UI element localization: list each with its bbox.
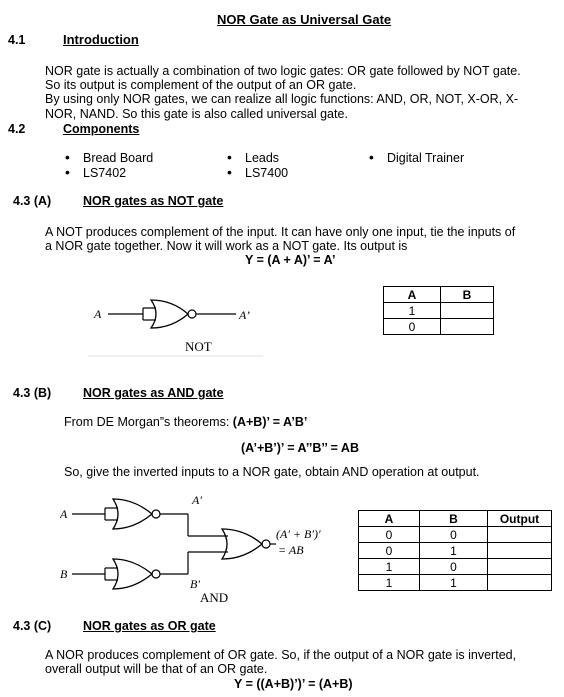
component-item: • LS7402: [83, 166, 126, 180]
demorgan-text: From DE Morgan”s theorems:: [64, 415, 233, 429]
section-number-4-1: 4.1: [8, 33, 26, 47]
intro-line: NOR gate is actually a combination of two logic gates: OR gate followed by NOT gate.: [45, 64, 521, 78]
table-cell: [441, 319, 494, 335]
and-input-a-label: A: [60, 507, 68, 521]
section-heading-not-gate: NOR gates as NOT gate: [83, 194, 224, 208]
not-caption: NOT: [185, 339, 212, 354]
section-heading-introduction: Introduction: [63, 32, 139, 47]
and-derivation-equation: (A’+B’)’ = A’’B’’ = AB: [241, 441, 359, 455]
not-line: A NOT produces complement of the input. It can have only one input, tie the inputs of: [45, 225, 516, 239]
intro-line: NOR, NAND. So this gate is also called universal gate.: [45, 106, 348, 121]
section-number-4-3c: 4.3 (C): [13, 619, 52, 633]
introduction-paragraph: [45, 64, 521, 121]
section-heading-and-gate: NOR gates as AND gate: [83, 386, 224, 400]
not-input-label: A: [94, 307, 102, 321]
section-number-4-2: 4.2: [8, 122, 26, 136]
table-cell: 0: [359, 527, 420, 543]
section-heading-or-gate: NOR gates as OR gate: [83, 619, 216, 633]
table-header: A: [384, 287, 441, 303]
component-item: • Leads: [245, 151, 279, 165]
component-item: • Bread Board: [83, 151, 153, 165]
table-cell: 0: [420, 527, 488, 543]
not-equation: Y = (A + A)’ = A’: [245, 253, 336, 267]
table-header: B: [420, 511, 488, 527]
table-cell: 1: [359, 559, 420, 575]
table-cell: 1: [420, 575, 488, 591]
table-header: Output: [488, 511, 552, 527]
table-cell: [441, 303, 494, 319]
not-gate-diagram: [88, 282, 263, 358]
not-gate-paragraph: [45, 225, 515, 253]
section-number-4-3a: 4.3 (A): [13, 194, 52, 208]
or-equation: Y = ((A+B)’)’ = (A+B): [234, 677, 353, 691]
b-inverted-label: B′: [190, 577, 200, 591]
table-header: B: [441, 287, 494, 303]
table-cell: [488, 527, 552, 543]
and-truth-table: [358, 510, 552, 591]
table-cell: [488, 559, 552, 575]
table-cell: 1: [420, 543, 488, 559]
or-line: overall output will be that of an OR gate.: [45, 662, 268, 677]
not-output-label: A’: [239, 308, 250, 322]
table-cell: [488, 543, 552, 559]
not-truth-table: [383, 286, 494, 335]
demorgan-equation: (A+B)’ = A’B’: [232, 415, 308, 429]
and-caption: AND: [200, 590, 229, 605]
not-line: a NOR gate together. Now it will work as a NOT gate. Its output is: [45, 239, 408, 254]
and-output-expression: (A′ + B′)′: [276, 527, 321, 541]
and-output-result: = AB: [278, 543, 304, 557]
component-item: • Digital Trainer: [387, 151, 464, 165]
component-item: • LS7400: [245, 166, 288, 180]
intro-line: So its output is complement of the output of an OR gate.: [45, 78, 357, 93]
table-cell: 1: [359, 575, 420, 591]
demorgan-line: [64, 415, 307, 429]
table-cell: [488, 575, 552, 591]
section-heading-components: Components: [63, 122, 140, 136]
section-number-4-3b: 4.3 (B): [13, 386, 52, 400]
and-input-b-label: B: [60, 567, 68, 581]
table-header: A: [359, 511, 420, 527]
table-cell: 1: [384, 303, 441, 319]
or-line: A NOR produces complement of OR gate. So, if the output of a NOR gate is inverted,: [45, 648, 517, 662]
table-cell: 0: [420, 559, 488, 575]
intro-line: By using only NOR gates, we can realize all logic functions: AND, OR, NOT, X-OR, X-: [45, 92, 519, 107]
and-gate-diagram: [60, 490, 360, 610]
or-gate-paragraph: [45, 648, 516, 676]
table-cell: 0: [384, 319, 441, 335]
and-explanation: So, give the inverted inputs to a NOR gate, obtain AND operation at output.: [64, 465, 480, 479]
table-cell: 0: [359, 543, 420, 559]
page-title: NOR Gate as Universal Gate: [217, 12, 392, 27]
a-inverted-label: A′: [192, 493, 202, 507]
